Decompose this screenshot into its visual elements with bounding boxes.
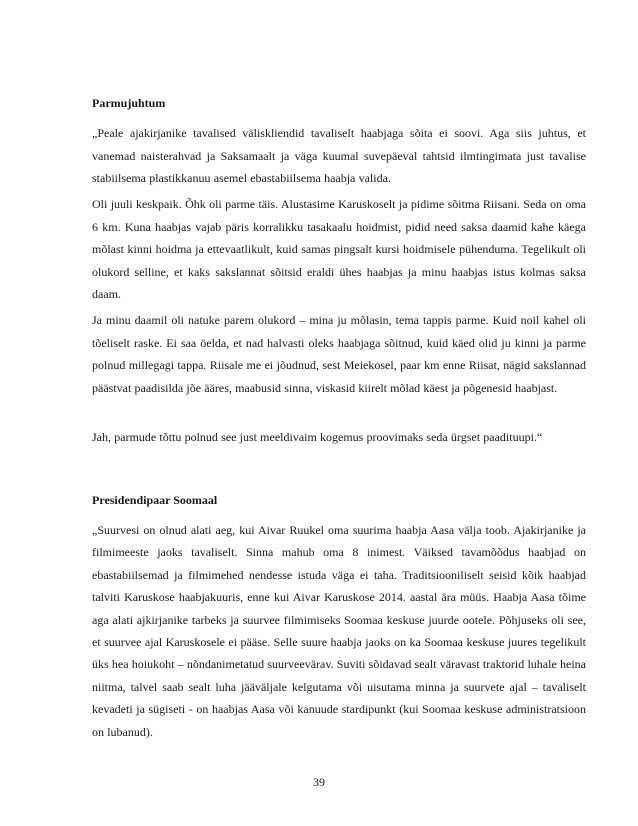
paragraph: Oli juuli keskpaik. Õhk oli parme täis. Alustasime Karuskoselt ja pidime sõitma Riisani. Seda on oma 6 km. Kuna haabjas vajab päris korralikku tasakaalu hoidmist, pidid need saksa daamid kahe käega mõlast kinni hoidma ja ettevaatlikult, kuid samas pingsalt kursi hoidmisele pühenduma. Tegelikult oli olukord selline, et kaks sakslannat sõitsid eraldi ühes haabjas ja minu haabjas istus kolmas saksa daam. <box>92 197 586 302</box>
section-heading-presidendipaar-soomaal: Presidendipaar Soomaal <box>92 493 218 507</box>
paragraph: Jah, parmude tõttu polnud see just meeldivaim kogemus proovimaks seda ürgset paadituupi.“ <box>92 430 543 444</box>
paragraph: Ja minu daamil oli natuke parem olukord – mina ju mõlasin, tema tappis parme. Kuid noil kahel oli tõeliselt raske. Ei saa öelda, et nad halvasti oleks haabjaga sõitnud, kuid käed olid ju kinni ja parme polnud millegagi tappa. Riisale me ei jõudnud, sest Meiekosel, paar km enne Riisat, nägid sakslannad päästvat paadisilda jõe ääres, maabusid sinna, viskasid kiirelt mõlad käest ja põgenesid haabjast. <box>92 313 586 395</box>
section-heading-parmujuhtum: Parmujuhtum <box>92 96 166 110</box>
page-number: 39 <box>313 775 325 789</box>
paragraph: „Suurvesi on olnud alati aeg, kui Aivar Ruukel oma suurima haabja Aasa välja toob. Ajakirjanike ja filmimeeste jaoks tavaliselt. Sinna mahub oma 8 inimest. Väiksed tavamõõdus haabjad on ebastabiilsemad ja filmimehed nendesse istuda väga ei taha. Traditsiooniliselt seisid kõik haabjad talviti Karuskose haabjakuuris, enne kui Aivar Karuskose 2014. aastal ära müüs. Haabja Aasa tõime aga alati ajkirjanike tarbeks ja suurvee filmimiseks Soomaa keskuse juurde ootele. Põhjuseks oli see, et suurvee ajal Karuskosele ei pääse. Selle suure haabja jaoks on ka Soomaa keskuse juures tegelikult üks hea hoiukoht – nõndanimetatud suurveevärav. Suviti sõidavad sealt väravast traktorid luhale heina niitma, talvel saab sealt luha jääväljale kelgutama või uisutama minna ja suurvete ajal – tavaliselt kevadeti ja sügiseti - on haabjas Aasa või kanuude stardipunkt (kui Soomaa keskuse administratsioon on lubanud). <box>92 523 586 739</box>
paragraph: „Peale ajakirjanike tavalised väliskliendid tavaliselt haabjaga sõita ei soovi. Aga siis juhtus, et vanemad naisterahvad ja Saksamaalt ja väga kuumal suvepäeval tahtsid ilmtingimata just tavalise stabiilsema plastikkanuu asemel ebastabiilsema haabja valida. <box>92 126 586 186</box>
